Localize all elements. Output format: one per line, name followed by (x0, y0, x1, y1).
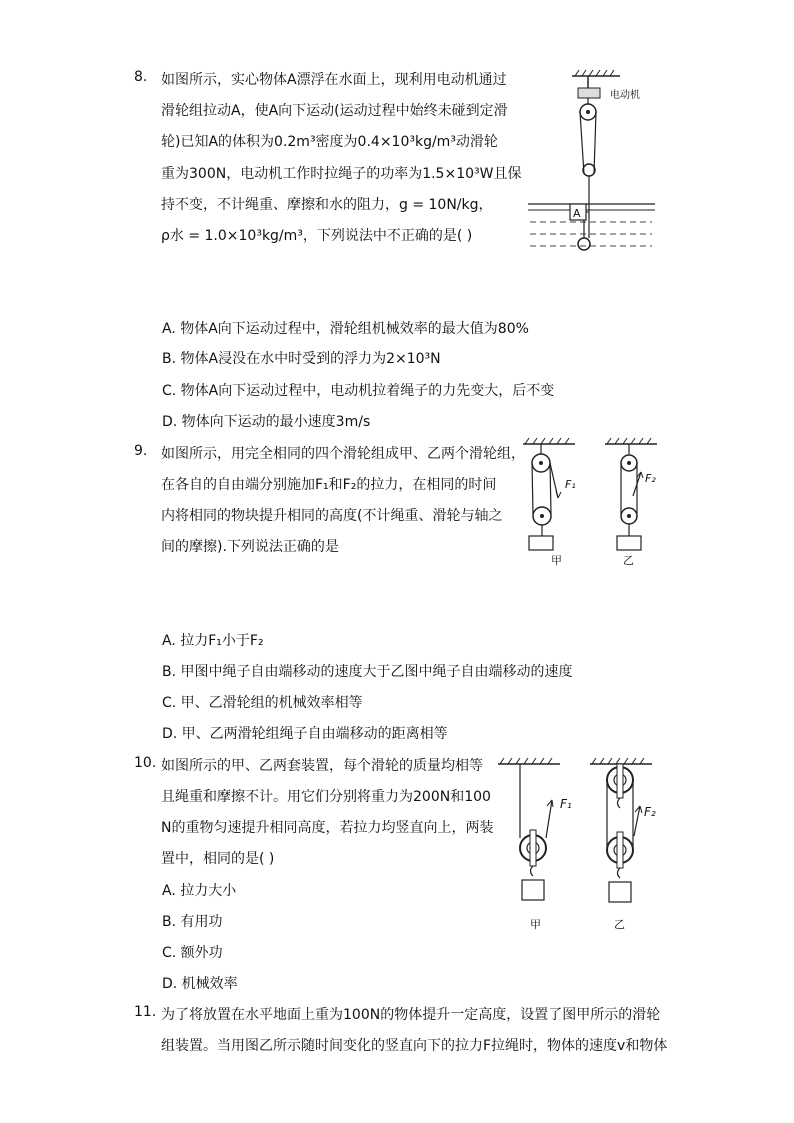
q8-block-label: A (573, 207, 581, 220)
q8-motor-label: 电动机 (610, 90, 640, 101)
q10-figure (490, 756, 670, 936)
q9-line-2: 在各自的自由端分别施加F₁和F₂的拉力，在相同的时间 (161, 477, 497, 493)
q10-number: 10. (134, 755, 157, 771)
q9-f2-label: F₂ (645, 472, 656, 485)
q9-option-c[interactable]: C. 甲、乙滑轮组的机械效率相等 (162, 695, 363, 711)
q9-option-b[interactable]: B. 甲图中绳子自由端移动的速度大于乙图中绳子自由端移动的速度 (162, 664, 573, 680)
q9-line-4: 间的摩擦).下列说法正确的是 (161, 539, 339, 555)
q8-line-5: 持不变，不计绳重、摩擦和水的阻力，g = 10N/kg， (161, 197, 493, 213)
q9-line-3: 内将相同的物块提升相同的高度(不计绳重、滑轮与轴之 (161, 508, 503, 524)
q9-line-1: 如图所示，用完全相同的四个滑轮组成甲、乙两个滑轮组， (161, 446, 525, 462)
q9-f1-label: F₁ (565, 478, 576, 491)
q11-number: 11. (134, 1004, 157, 1020)
q10-line-1: 如图所示的甲、乙两套装置，每个滑轮的质量均相等 (161, 758, 483, 774)
q8-line-4: 重为300N，电动机工作时拉绳子的功率为1.5×10³W且保 (161, 166, 522, 182)
q10-yi-label: 乙 (614, 918, 625, 931)
q10-line-2: 且绳重和摩擦不计。用它们分别将重力为200N和100 (161, 789, 491, 805)
q8-number: 8. (134, 69, 148, 85)
q8-option-b[interactable]: B. 物体A浸没在水中时受到的浮力为2×10³N (162, 351, 441, 367)
q10-option-c[interactable]: C. 额外功 (162, 945, 223, 961)
q9-option-d[interactable]: D. 甲、乙两滑轮组绳子自由端移动的距离相等 (162, 726, 448, 742)
q9-jia-label: 甲 (551, 554, 562, 567)
q8-line-2: 滑轮组拉动A，使A向下运动(运动过程中始终未碰到定滑 (161, 103, 508, 119)
q10-line-4: 置中，相同的是( ) (161, 851, 275, 867)
q10-jia-label: 甲 (530, 918, 541, 931)
q9-option-a[interactable]: A. 拉力F₁小于F₂ (162, 633, 264, 649)
q9-number: 9. (134, 443, 148, 459)
q8-line-1: 如图所示，实心物体A漂浮在水面上，现利用电动机通过 (161, 72, 507, 88)
q10-option-d[interactable]: D. 机械效率 (162, 976, 238, 992)
q11-line-2: 组装置。当用图乙所示随时间变化的竖直向下的拉力F拉绳时，物体的速度v和物体 (161, 1038, 668, 1054)
q10-option-b[interactable]: B. 有用功 (162, 914, 223, 930)
q8-option-d[interactable]: D. 物体向下运动的最小速度3m/s (162, 414, 371, 430)
q10-f2-label: F₂ (644, 805, 656, 819)
q8-line-3: 轮)已知A的体积为0.2m³密度为0.4×10³kg/m³动滑轮 (161, 134, 498, 150)
q8-line-6: ρ水 = 1.0×10³kg/m³，下列说法中不正确的是( ) (161, 228, 473, 244)
q9-figure (515, 436, 665, 568)
q8-option-c[interactable]: C. 物体A向下运动过程中，电动机拉着绳子的力先变大，后不变 (162, 383, 555, 399)
q10-f1-label: F₁ (560, 797, 572, 811)
q10-option-a[interactable]: A. 拉力大小 (162, 883, 237, 899)
q8-option-a[interactable]: A. 物体A向下运动过程中，滑轮组机械效率的最大值为80% (162, 321, 529, 337)
q8-figure (520, 66, 660, 256)
q9-yi-label: 乙 (623, 554, 634, 567)
q10-line-3: N的重物匀速提升相同高度，若拉力均竖直向上，两装 (161, 820, 494, 836)
q11-line-1: 为了将放置在水平地面上重为100N的物体提升一定高度，设置了图甲所示的滑轮 (161, 1007, 661, 1023)
